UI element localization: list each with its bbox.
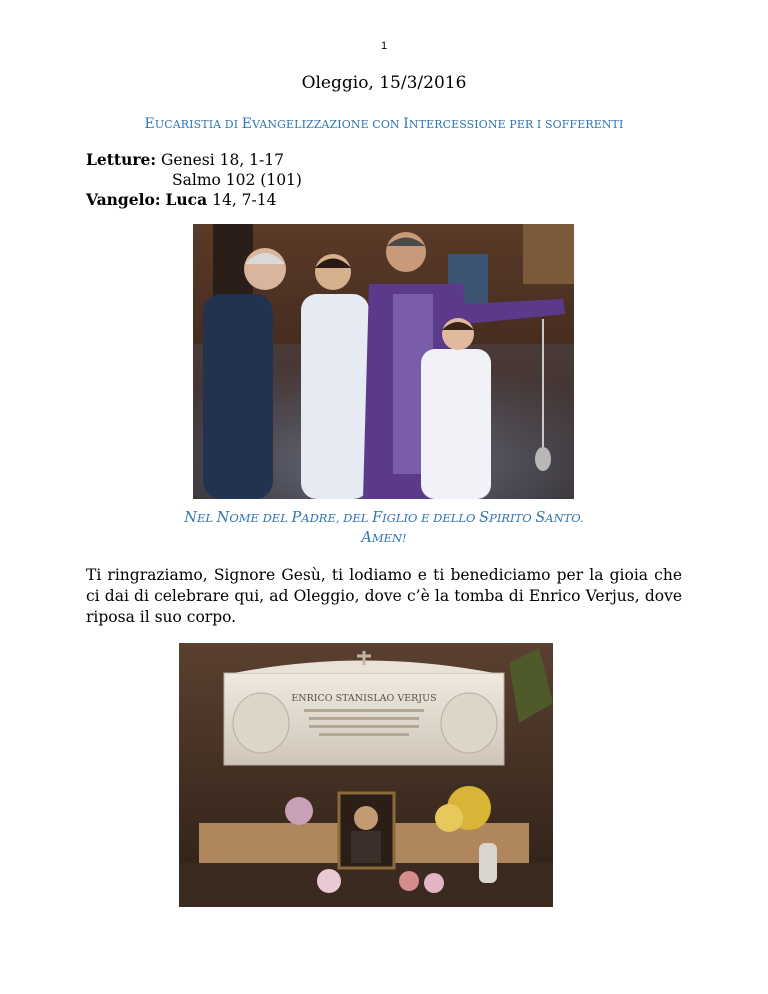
caption-cap: A [361,530,372,546]
caption-rest: IGLIO E DELLO [382,511,480,525]
caption-rest: EL [196,511,217,525]
caption-cap: F [372,510,383,526]
caption-rest: OME DEL [229,511,292,525]
caption-rest: ANTO. [545,511,584,525]
tomb-photo [179,643,553,907]
tomb-photo-image [179,643,553,907]
caption-rest: ADRE, DEL [301,511,373,525]
subtitle-cap: I [403,116,409,132]
photo-caption [0,508,768,548]
subtitle-rest: VANGELIZZAZIONE CON [252,118,404,131]
caption-cap: P [291,510,302,526]
group-photo [193,224,574,499]
tomb-inscription: ENRICO STANISLAO VERJUS [291,693,437,704]
vangelo-label: Vangelo: [86,190,161,209]
vangelo-book: Luca [165,190,208,209]
caption-cap: S [535,510,546,526]
caption-line-1 [0,508,768,528]
readings-block [86,150,302,210]
group-photo-image [193,224,574,499]
subtitle-cap: E [144,116,155,132]
place-date-heading: Oleggio, 15/3/2016 [301,73,467,93]
body-paragraph: Ti ringraziamo, Signore Gesù, ti lodiamo e ti benediciamo per la gioia che ci dai di celebrare qui, ad Oleggio, dove c’è la tomba di Enrico Verjus, dove riposa il suo corpo. [86,566,682,626]
caption-rest: PIRITO [489,511,536,525]
caption-cap: N [184,510,197,526]
letture-label: Letture: [86,150,157,169]
caption-rest: MEN! [371,531,407,545]
vangelo-ref: 14, 7-14 [212,191,277,209]
subtitle-cap: E [241,116,253,132]
letture-first: Genesi 18, 1-17 [161,151,284,169]
letture-line [86,150,302,170]
letture-second: Salmo 102 (101) [172,171,302,189]
caption-cap: S [479,510,490,526]
celebration-subtitle [0,116,768,132]
page-number: 1 [380,40,388,52]
caption-line-2 [0,528,768,548]
subtitle-rest: NTERCESSIONE PER I SOFFERENTI [408,118,624,131]
caption-cap: N [216,510,230,526]
vangelo-line [86,190,302,210]
subtitle-rest: UCARISTIA DI [154,118,242,131]
